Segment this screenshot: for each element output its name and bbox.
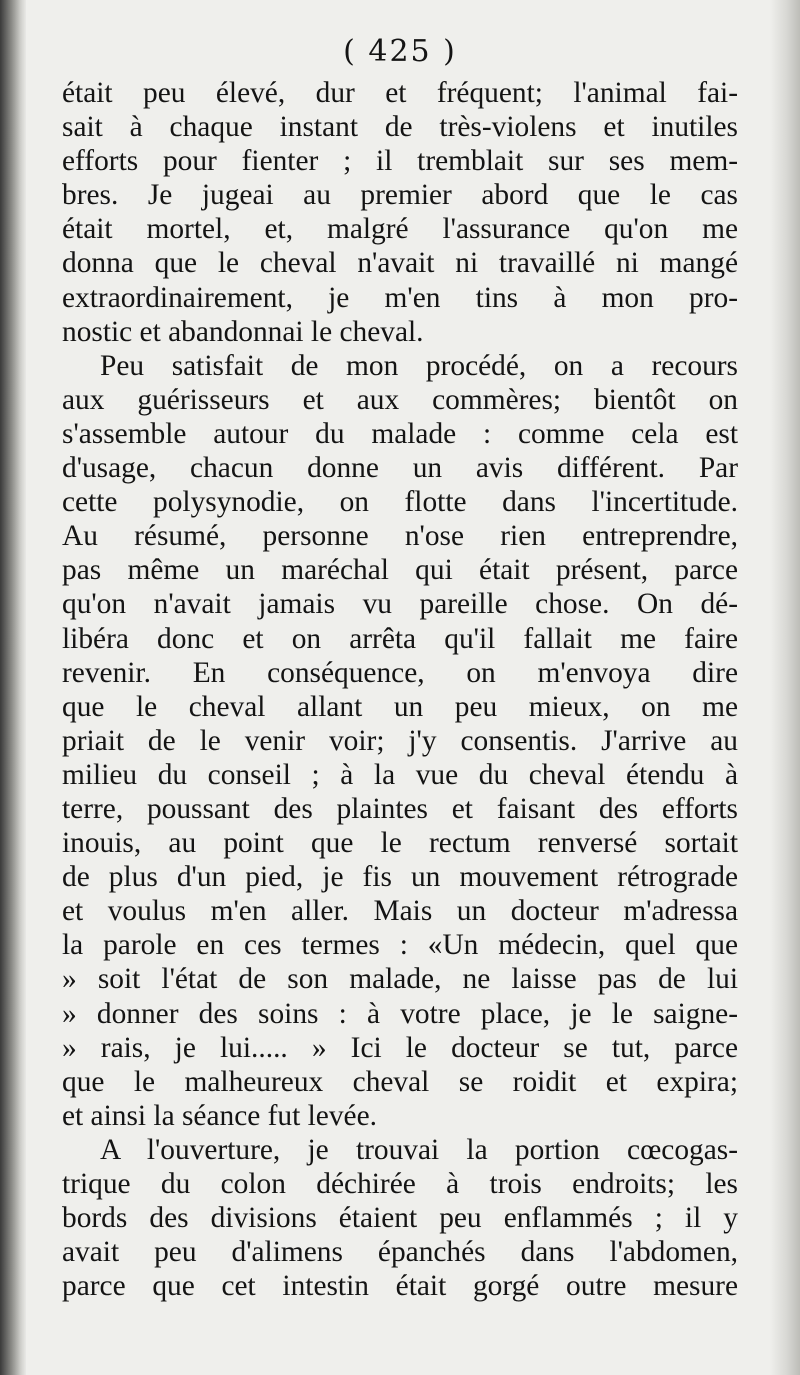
text-line: » rais, je lui..... » Ici le docteur se tut, parce <box>62 1031 738 1064</box>
text-line: libéra donc et on arrêta qu'il fallait me faire <box>62 622 738 655</box>
text-line: et ainsi la séance fut levée. <box>62 1099 377 1132</box>
page-binding-shadow <box>0 0 26 1375</box>
paragraph <box>62 1133 738 1303</box>
text-line: trique du colon déchirée à trois endroits; les <box>62 1168 738 1200</box>
text-line: Peu satisfait de mon procédé, on a recours <box>100 349 738 382</box>
text-line: s'assemble autour du malade : comme cela est <box>62 417 738 450</box>
text-line: sait à chaque instant de très-violens et inutiles <box>62 111 738 144</box>
text-line: donna que le cheval n'avait ni travaillé ni mangé <box>62 247 738 280</box>
text-line: que le cheval allant un peu mieux, on me <box>62 690 738 723</box>
text-line: Au résumé, personne n'ose rien entreprendre, <box>62 520 738 553</box>
text-line: pas même un maréchal qui était présent, parce <box>62 554 738 587</box>
text-line: » donner des soins : à votre place, je le saigne- <box>62 997 738 1030</box>
text-line: cette polysynodie, on flotte dans l'incertitude. <box>62 486 738 519</box>
body-text <box>62 76 738 1303</box>
page-edge-shadow <box>770 0 800 1375</box>
text-line: parce que cet intestin était gorgé outre mesure <box>62 1270 738 1303</box>
text-line: et voulus m'en aller. Mais un docteur m'adressa <box>62 895 738 928</box>
page-number: ( 425 ) <box>343 34 457 69</box>
text-line: la parole en ces termes : «Un médecin, quel que <box>62 929 738 962</box>
text-line: de plus d'un pied, je fis un mouvement rétrograde <box>62 861 738 894</box>
text-line: extraordinairement, je m'en tins à mon pro- <box>62 281 738 314</box>
text-line: était mortel, et, malgré l'assurance qu'on me <box>62 213 738 246</box>
paragraph <box>62 349 738 1133</box>
text-line: nostic et abandonnai le cheval. <box>62 315 424 348</box>
text-line: d'usage, chacun donne un avis différent. Par <box>62 452 738 485</box>
text-line: » soit l'état de son malade, ne laisse pas de lui <box>62 963 738 996</box>
text-line: priait de le venir voir; j'y consentis. J'arrive au <box>62 724 738 757</box>
text-line: A l'ouverture, je trouvai la portion cœcogas- <box>100 1133 738 1166</box>
text-line: avait peu d'alimens épanchés dans l'abdomen, <box>62 1236 738 1269</box>
text-line: que le malheureux cheval se roidit et expira; <box>62 1065 738 1098</box>
paragraph <box>62 76 738 349</box>
text-line: revenir. En conséquence, on m'envoya dire <box>62 656 738 689</box>
text-line: efforts pour fienter ; il tremblait sur ses mem- <box>62 145 738 178</box>
text-line: qu'on n'avait jamais vu pareille chose. On dé- <box>62 588 738 621</box>
text-line: bres. Je jugeai au premier abord que le cas <box>62 179 738 212</box>
text-line: milieu du conseil ; à la vue du cheval étendu à <box>62 758 738 791</box>
text-line: était peu élevé, dur et fréquent; l'animal fai- <box>62 77 738 109</box>
text-line: aux guérisseurs et aux commères; bientôt on <box>62 383 738 416</box>
text-line: terre, poussant des plaintes et faisant des efforts <box>62 792 738 825</box>
text-line: inouis, au point que le rectum renversé sortait <box>62 827 738 860</box>
text-line: bords des divisions étaient peu enflammés ; il y <box>62 1202 738 1235</box>
